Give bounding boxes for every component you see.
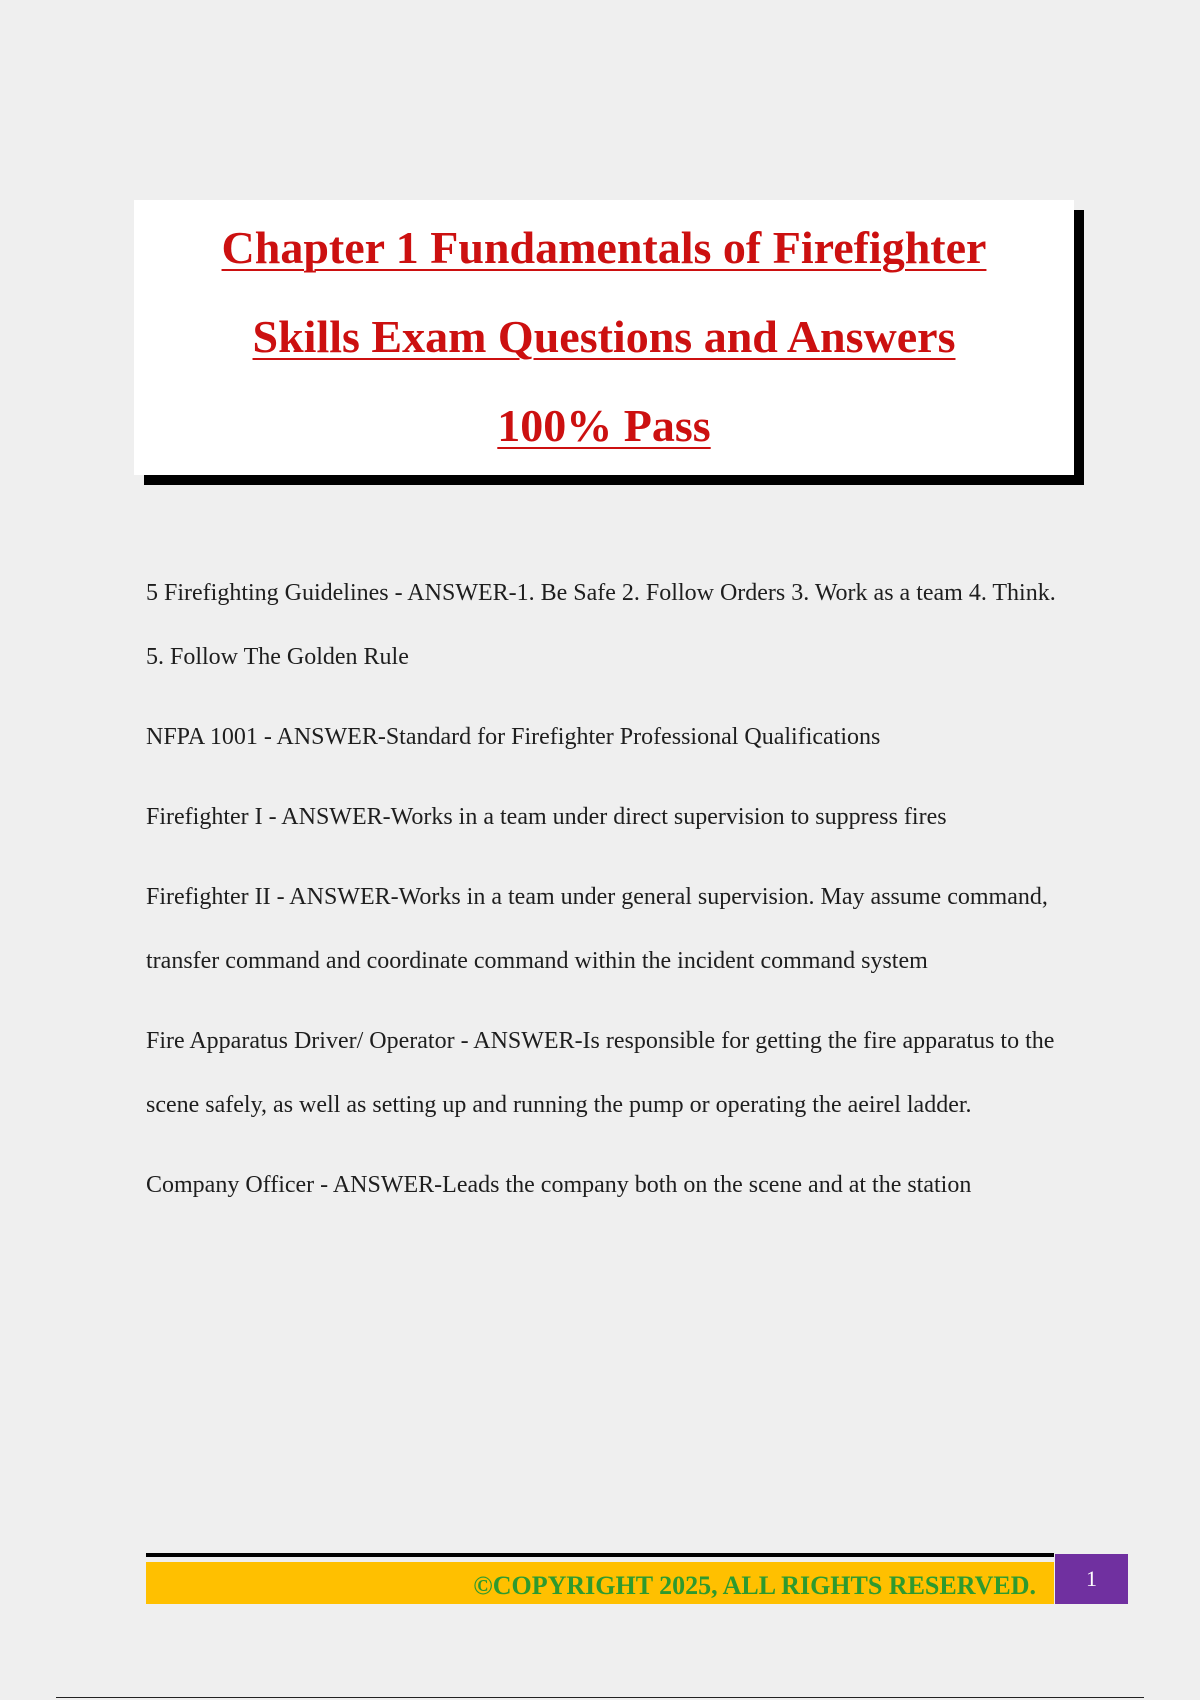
qa-entry: NFPA 1001 - ANSWER-Standard for Firefighter Professional Qualifications <box>146 724 881 750</box>
qa-entry: Company Officer - ANSWER-Leads the company both on the scene and at the station <box>146 1172 972 1198</box>
document-title-box <box>134 200 1074 475</box>
qa-entry: Fire Apparatus Driver/ Operator - ANSWER-Is responsible for getting the fire apparatus to the scene safely, as well as setting up and running the pump or operating the aeirel ladder. <box>146 1028 1055 1118</box>
page-number: 1 <box>1055 1554 1128 1604</box>
page-bottom-divider <box>56 1697 1144 1698</box>
qa-list <box>146 561 1066 1233</box>
copyright-notice: ©COPYRIGHT 2025, ALL RIGHTS RESERVED. <box>473 1571 1036 1600</box>
qa-entry: 5 Firefighting Guidelines - ANSWER-1. Be Safe 2. Follow Orders 3. Work as a team 4. Think. 5. Follow The Golden Rule <box>146 580 1056 670</box>
qa-entry: Firefighter II - ANSWER-Works in a team under general supervision. May assume command, transfer command and coordinate command within the incident command system <box>146 884 1048 974</box>
title-line-1: Chapter 1 Fundamentals of Firefighter <box>221 222 987 273</box>
title-line-2: Skills Exam Questions and Answers <box>252 311 956 362</box>
footer-bar <box>146 1562 1054 1604</box>
qa-entry: Firefighter I - ANSWER-Works in a team under direct supervision to suppress fires <box>146 804 947 830</box>
footer-divider <box>146 1553 1054 1557</box>
title-line-3: 100% Pass <box>497 400 711 451</box>
